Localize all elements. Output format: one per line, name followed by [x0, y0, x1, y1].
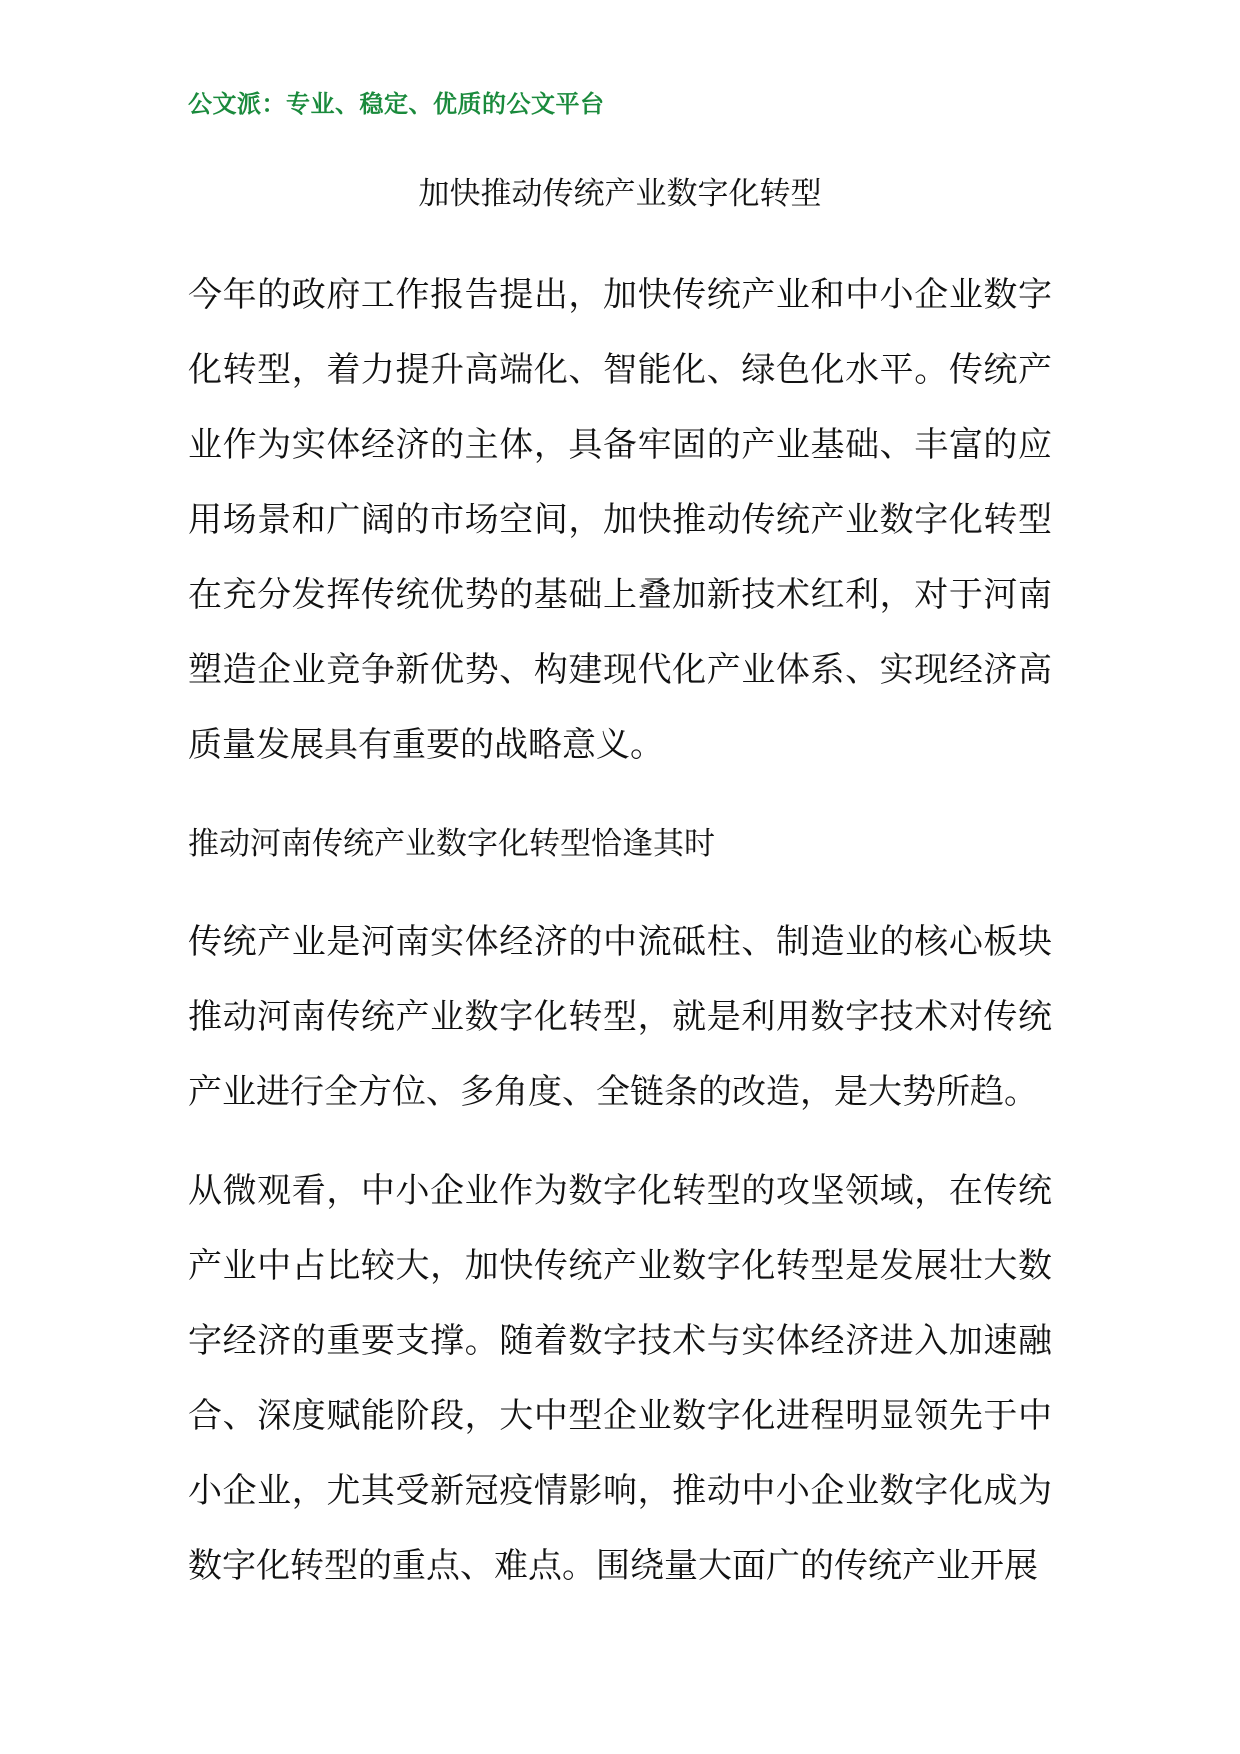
document-body	[188, 258, 1052, 1604]
document-title: 加快推动传统产业数字化转型	[418, 176, 822, 212]
paragraph-traditional-industry: 传统产业是河南实体经济的中流砥柱、制造业的核心板块推动河南传统产业数字化转型，就是利用数字技术对传统产业进行全方位、多角度、全链条的改造，是大势所趋。	[188, 922, 1052, 1112]
section-heading: 推动河南传统产业数字化转型恰逢其时	[188, 826, 715, 862]
paragraph-micro-view: 从微观看，中小企业作为数字化转型的攻坚领域，在传统产业中占比较大，加快传统产业数字化转型是发展壮大数字经济的重要支撑。随着数字技术与实体经济进入加速融合、深度赋能阶段，大中型企业数字化进程明显领先于中小企业，尤其受新冠疫情影响，推动中小企业数字化成为数字化转型的重点、难点。围绕量大面广的传统产业开展	[188, 1171, 1052, 1586]
paragraph-intro: 今年的政府工作报告提出，加快传统产业和中小企业数字化转型，着力提升高端化、智能化、绿色化水平。传统产业作为实体经济的主体，具备牢固的产业基础、丰富的应用场景和广阔的市场空间，加快推动传统产业数字化转型在充分发挥传统优势的基础上叠加新技术红利，对于河南塑造企业竞争新优势、构建现代化产业体系、实现经济高质量发展具有重要的战略意义。	[188, 275, 1052, 765]
brand-header: 公文派：专业、稳定、优质的公文平台	[188, 90, 605, 118]
